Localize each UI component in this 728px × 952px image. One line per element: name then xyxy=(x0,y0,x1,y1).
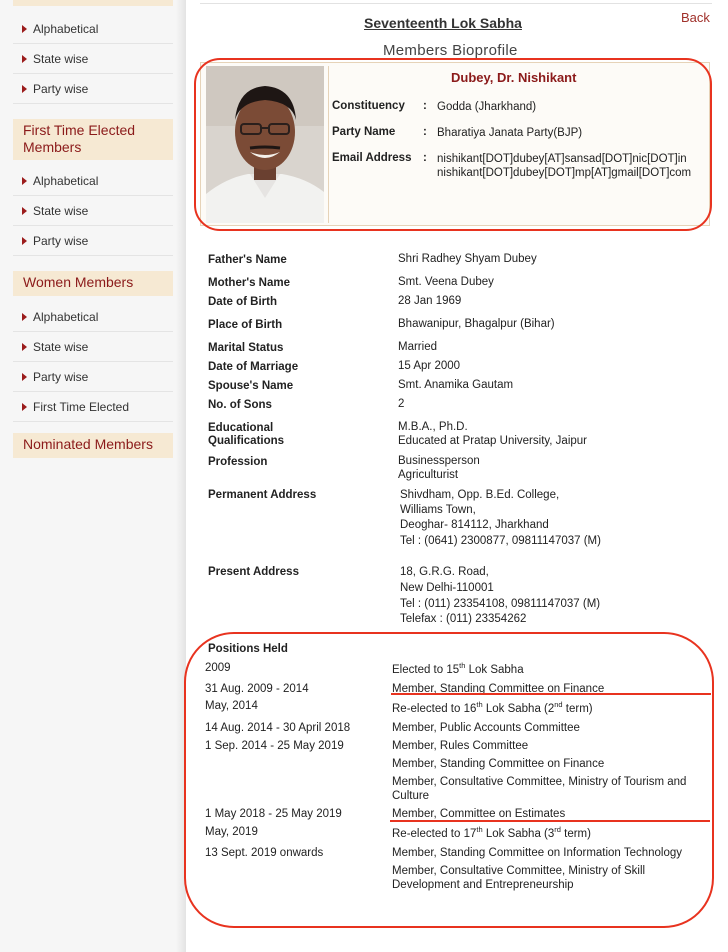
sidebar-item-first-time-party-wise[interactable]: Party wise xyxy=(13,226,173,256)
spouse-value: Smt. Anamika Gautam xyxy=(398,379,514,391)
sidebar-section-first-time[interactable]: First Time Elected Members xyxy=(13,119,173,160)
arrow-right-icon xyxy=(22,403,27,411)
dom-label: Date of Marriage xyxy=(208,361,299,373)
present-address-line-4: Telefax : (011) 23354262 xyxy=(400,613,527,625)
pob-label: Place of Birth xyxy=(208,319,283,331)
arrow-right-icon xyxy=(22,85,27,93)
positions-heading: Positions Held xyxy=(208,643,288,655)
colon: : xyxy=(423,100,427,112)
position-text: Member, Standing Committee on Finance xyxy=(392,758,605,770)
position-text: Member, Consultative Committee, Ministry of Tourism and xyxy=(392,776,687,788)
position-date: 1 Sep. 2014 - 25 May 2019 xyxy=(205,740,344,752)
sidebar-item-first-time-alphabetical[interactable]: Alphabetical xyxy=(13,166,173,196)
spouse-label: Spouse's Name xyxy=(208,380,294,392)
position-date: 14 Aug. 2014 - 30 April 2018 xyxy=(205,722,351,734)
position-text-cont: Development and Entrepreneurship xyxy=(392,879,574,891)
dob-value: 28 Jan 1969 xyxy=(398,295,462,307)
sidebar-item-women-party-wise[interactable]: Party wise xyxy=(13,362,173,392)
position-date: May, 2019 xyxy=(205,826,258,838)
permanent-address-line-4: Tel : (0641) 2300877, 09811147037 (M) xyxy=(400,535,601,547)
profession-label: Profession xyxy=(208,456,268,468)
mother-label: Mother's Name xyxy=(208,277,290,289)
sons-label: No. of Sons xyxy=(208,399,272,411)
position-date: 13 Sept. 2019 onwards xyxy=(205,847,324,859)
marital-label: Marital Status xyxy=(208,342,284,354)
dob-label: Date of Birth xyxy=(208,296,277,308)
annotation-underline-estimates xyxy=(390,820,710,822)
present-address-line-3: Tel : (011) 23354108, 09811147037 (M) xyxy=(400,598,601,610)
sons-value: 2 xyxy=(398,398,405,410)
back-link[interactable]: Back xyxy=(681,10,710,25)
position-text: Member, Public Accounts Committee xyxy=(392,722,580,734)
constituency-value: Godda (Jharkhand) xyxy=(437,101,537,113)
sidebar-item-party-wise[interactable]: Party wise xyxy=(13,74,173,104)
education-value-2: Educated at Pratap University, Jaipur xyxy=(398,435,587,447)
permanent-address-line-3: Deoghar- 814112, Jharkhand xyxy=(400,519,549,531)
page-title: Seventeenth Lok Sabha xyxy=(364,15,522,31)
arrow-right-icon xyxy=(22,177,27,185)
position-text: Member, Consultative Committee, Ministry of Skill xyxy=(392,865,646,877)
position-text: Member, Committee on Estimates xyxy=(392,808,566,820)
sidebar-item-women-alphabetical[interactable]: Alphabetical xyxy=(13,302,173,332)
position-text: Elected to 15th Lok Sabha xyxy=(392,661,524,676)
position-text: Re-elected to 16th Lok Sabha (2nd term) xyxy=(392,700,593,715)
father-value: Shri Radhey Shyam Dubey xyxy=(398,253,537,265)
email-value-1: nishikant[DOT]dubey[AT]sansad[DOT]nic[DOT]in xyxy=(437,153,687,165)
colon: : xyxy=(423,152,427,164)
member-info-panel xyxy=(328,66,708,223)
profession-value-1: Businessperson xyxy=(398,455,480,467)
arrow-right-icon xyxy=(22,207,27,215)
arrow-right-icon xyxy=(22,343,27,351)
email-label: Email Address xyxy=(332,152,412,164)
position-text: Member, Standing Committee on Information Technology xyxy=(392,847,682,859)
position-date: 31 Aug. 2009 - 2014 xyxy=(205,683,309,695)
arrow-right-icon xyxy=(22,55,27,63)
sidebar-section-header-sitting xyxy=(13,0,173,6)
sidebar-item-alphabetical[interactable]: Alphabetical xyxy=(13,14,173,44)
position-text-cont: Culture xyxy=(392,790,430,802)
profession-value-2: Agriculturist xyxy=(398,469,459,481)
member-name: Dubey, Dr. Nishikant xyxy=(451,70,577,85)
arrow-right-icon xyxy=(22,237,27,245)
sidebar-item-women-state-wise[interactable]: State wise xyxy=(13,332,173,362)
constituency-label: Constituency xyxy=(332,100,405,112)
top-divider xyxy=(200,3,712,4)
sidebar-section-nominated[interactable]: Nominated Members xyxy=(13,433,173,458)
education-label-2: Qualifications xyxy=(208,435,285,447)
party-value: Bharatiya Janata Party(BJP) xyxy=(437,127,583,139)
dom-value: 15 Apr 2000 xyxy=(398,360,461,372)
sidebar-item-first-time-state-wise[interactable]: State wise xyxy=(13,196,173,226)
position-text: Re-elected to 17th Lok Sabha (3rd term) xyxy=(392,825,591,840)
arrow-right-icon xyxy=(22,373,27,381)
mother-value: Smt. Veena Dubey xyxy=(398,276,494,288)
member-photo xyxy=(206,66,324,223)
position-text: Member, Rules Committee xyxy=(392,740,529,752)
party-label: Party Name xyxy=(332,126,396,138)
colon: : xyxy=(423,126,427,138)
position-text: Member, Standing Committee on Finance xyxy=(392,683,605,695)
position-date: 1 May 2018 - 25 May 2019 xyxy=(205,808,342,820)
position-date: 2009 xyxy=(205,662,231,674)
arrow-right-icon xyxy=(22,25,27,33)
permanent-address-line-2: Williams Town, xyxy=(400,504,476,516)
marital-value: Married xyxy=(398,341,437,353)
sidebar-item-state-wise[interactable]: State wise xyxy=(13,44,173,74)
arrow-right-icon xyxy=(22,313,27,321)
education-label-1: Educational xyxy=(208,422,274,434)
sidebar-item-women-first-time[interactable]: First Time Elected xyxy=(13,392,173,422)
present-address-label: Present Address xyxy=(208,566,299,578)
present-address-line-2: New Delhi-110001 xyxy=(400,582,494,594)
father-label: Father's Name xyxy=(208,254,287,266)
sidebar-section-women[interactable]: Women Members xyxy=(13,271,173,296)
page-subtitle: Members Bioprofile xyxy=(383,42,518,59)
education-value-1: M.B.A., Ph.D. xyxy=(398,421,468,433)
permanent-address-line-1: Shivdham, Opp. B.Ed. College, xyxy=(400,489,560,501)
permanent-address-label: Permanent Address xyxy=(208,489,317,501)
present-address-line-1: 18, G.R.G. Road, xyxy=(400,566,489,578)
email-value-2: nishikant[DOT]dubey[DOT]mp[AT]gmail[DOT]com xyxy=(437,167,692,179)
sidebar xyxy=(0,0,186,952)
annotation-underline-finance xyxy=(391,693,711,695)
pob-value: Bhawanipur, Bhagalpur (Bihar) xyxy=(398,318,555,330)
member-photo-image xyxy=(206,66,324,223)
position-date: May, 2014 xyxy=(205,700,258,712)
